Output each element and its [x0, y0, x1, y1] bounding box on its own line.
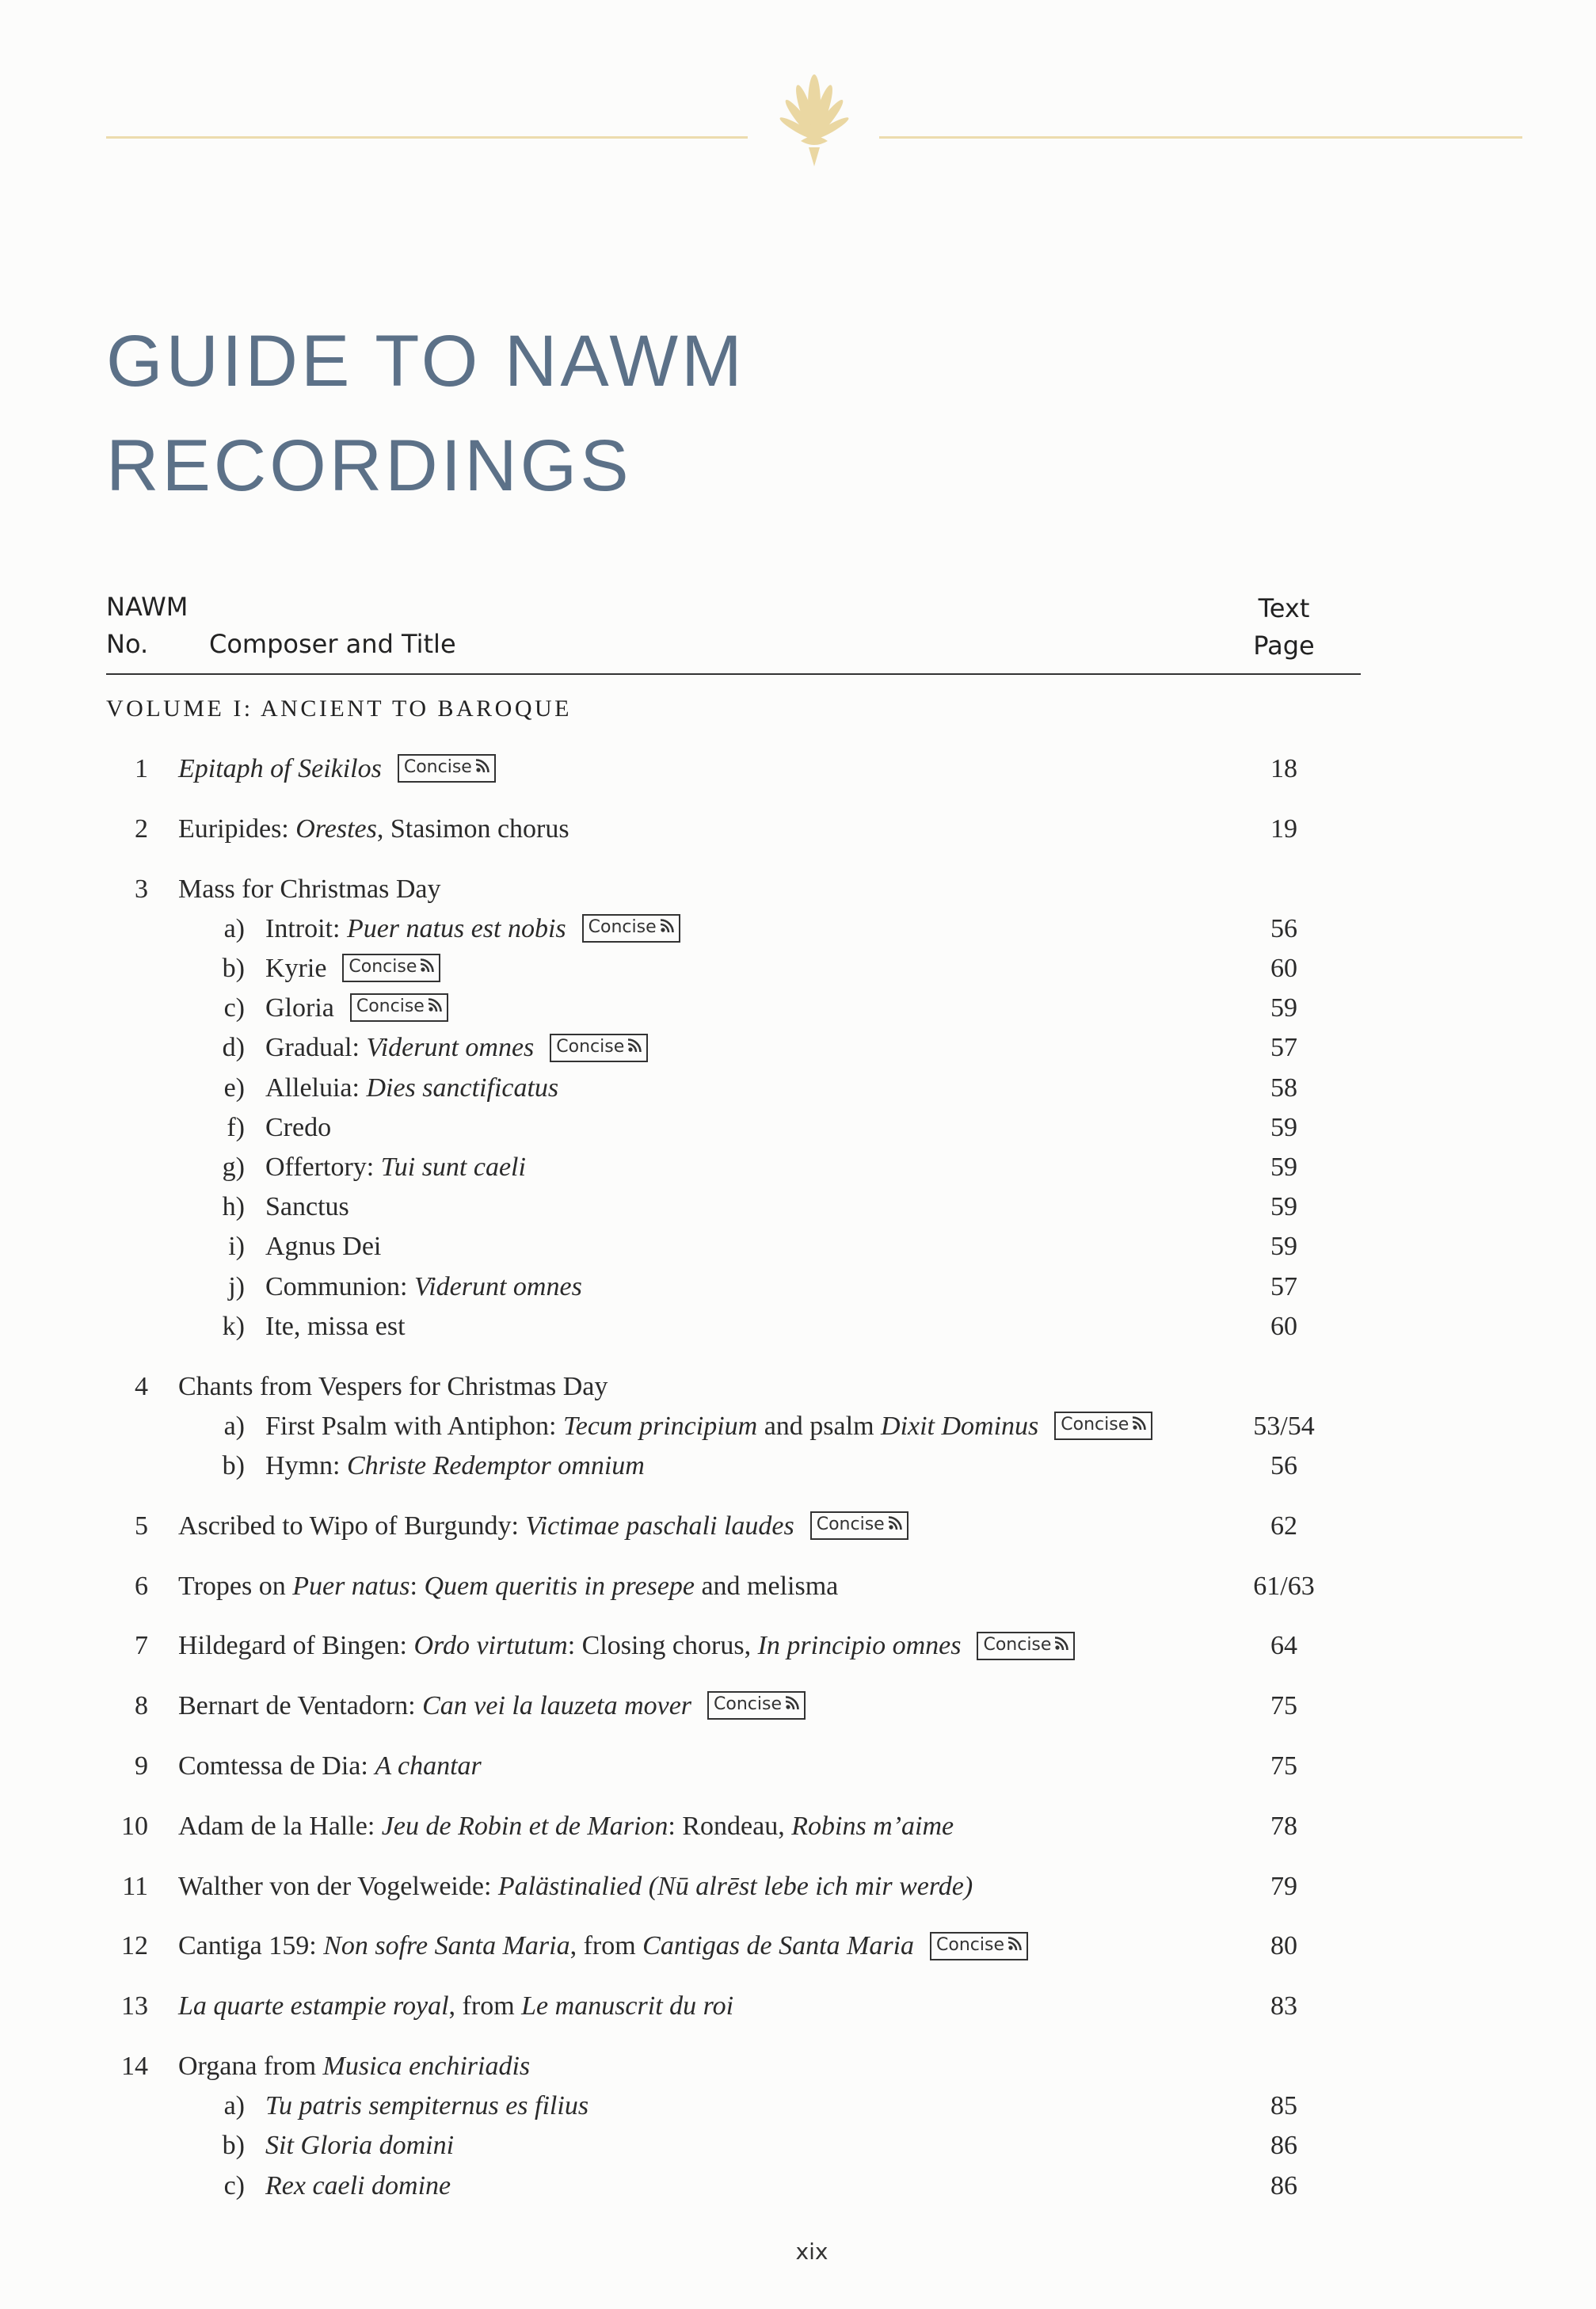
entry-title: Sit Gloria domini [265, 2131, 455, 2161]
sub-list-item [0, 1028, 1596, 1068]
concise-badge-label: Concise [403, 757, 472, 778]
entry-page: 78 [1270, 1811, 1297, 1841]
entry-page: 59 [1270, 1192, 1297, 1222]
concise-badge[interactable] [342, 954, 440, 982]
entry-letter: a) [223, 2091, 245, 2121]
concise-badge-label: Concise [714, 1694, 783, 1715]
entry-number: 4 [135, 1371, 148, 1401]
entry-letter: j) [228, 1271, 245, 1301]
entry-title: Alleluia: Dies sanctificatus [265, 1073, 559, 1103]
entry-title: Agnus Dei [265, 1232, 382, 1262]
entry-number: 11 [122, 1871, 148, 1901]
entry-letter: h) [222, 1192, 245, 1222]
rss-icon [475, 759, 489, 773]
entry-number: 1 [135, 754, 148, 783]
entry-page: 75 [1270, 1691, 1297, 1721]
entry-page: 59 [1270, 1232, 1297, 1262]
palmette-ornament-icon [772, 73, 856, 168]
rss-icon [428, 998, 442, 1012]
entry-title: Introit: Puer natus est nobis Concise [265, 909, 680, 949]
column-header-page: Page [1253, 631, 1315, 661]
entry-page: 56 [1270, 913, 1297, 943]
entry-letter: i) [228, 1232, 245, 1262]
concise-badge-label: Concise [356, 996, 425, 1017]
rss-icon [785, 1696, 799, 1710]
entry-number: 3 [135, 874, 148, 904]
entry-page: 57 [1270, 1271, 1297, 1301]
concise-badge-label: Concise [349, 957, 417, 977]
entry-number: 8 [135, 1691, 148, 1721]
sub-list-item [0, 949, 1596, 989]
entry-title: Hildegard of Bingen: Ordo virtutum: Closing chorus, In principio omnes Concise [178, 1626, 1075, 1666]
entry-page: 86 [1270, 2131, 1297, 2161]
list-item [0, 1987, 1596, 2026]
rss-icon [1007, 1937, 1022, 1951]
entry-number: 14 [121, 2052, 148, 2081]
entry-title: Communion: Viderunt omnes [265, 1271, 582, 1301]
list-item [0, 1807, 1596, 1846]
entry-number: 13 [121, 1991, 148, 2021]
sub-list-item [0, 1148, 1596, 1187]
rss-icon [627, 1038, 642, 1053]
entry-page: 80 [1270, 1931, 1297, 1961]
list-item [0, 1686, 1596, 1726]
entry-page: 62 [1270, 1511, 1297, 1541]
entry-title: Chants from Vespers for Christmas Day [178, 1371, 608, 1401]
sub-list-item [0, 1187, 1596, 1227]
concise-badge[interactable] [550, 1034, 648, 1062]
page-title [106, 309, 745, 518]
page-number: xix [795, 2239, 828, 2265]
entry-number: 7 [135, 1631, 148, 1661]
entry-title: Kyrie Concise [265, 949, 440, 989]
entry-letter: c) [223, 993, 245, 1023]
entry-title: Gradual: Viderunt omnes Concise [265, 1028, 648, 1068]
concise-badge[interactable] [810, 1511, 908, 1540]
concise-badge[interactable] [977, 1632, 1075, 1660]
entry-letter: b) [222, 954, 245, 983]
entry-letter: b) [222, 2131, 245, 2161]
entry-number: 10 [121, 1811, 148, 1841]
entry-letter: b) [222, 1451, 245, 1480]
entry-page: 59 [1270, 1112, 1297, 1142]
entry-title: La quarte estampie royal, from Le manuscrit du roi [178, 1991, 734, 2021]
entry-title: Epitaph of Seikilos Concise [178, 749, 496, 789]
entry-letter: g) [222, 1153, 245, 1182]
concise-badge-label: Concise [556, 1036, 625, 1057]
entry-letter: a) [223, 913, 245, 943]
entry-letter: k) [222, 1311, 245, 1341]
entry-page: 59 [1270, 993, 1297, 1023]
sub-list-item [0, 1446, 1596, 1486]
header-rule [106, 673, 1361, 675]
column-header-no: No. [106, 629, 149, 659]
page-title-line-1: GUIDE TO NAWM [106, 321, 745, 402]
entry-number: 9 [135, 1751, 148, 1781]
sub-list-item [0, 2126, 1596, 2166]
entry-title: Organa from Musica enchiriadis [178, 2052, 531, 2081]
list-item [0, 1626, 1596, 1666]
column-header-nawm: NAWM [106, 592, 189, 622]
rss-icon [1132, 1416, 1146, 1431]
entry-page: 18 [1270, 754, 1297, 783]
entry-page: 53/54 [1253, 1411, 1315, 1441]
concise-badge[interactable] [398, 754, 496, 783]
entry-title: Bernart de Ventadorn: Can vei la lauzeta mover Concise [178, 1686, 806, 1726]
entry-page: 83 [1270, 1991, 1297, 2021]
entry-title: Walther von der Vogelweide: Palästinalied (Nū alrēst lebe ich mir werde) [178, 1871, 973, 1901]
entry-letter: d) [222, 1033, 245, 1063]
concise-badge-label: Concise [983, 1634, 1052, 1655]
sub-list-item [0, 909, 1596, 949]
list-item [0, 1367, 1596, 1407]
entry-title: Sanctus [265, 1192, 349, 1222]
sub-list-item [0, 989, 1596, 1028]
ornament-rule-right [879, 136, 1522, 139]
entry-title: Tropes on Puer natus: Quem queritis in presepe and melisma [178, 1571, 839, 1601]
entry-number: 6 [135, 1571, 148, 1601]
sub-list-item [0, 1307, 1596, 1347]
entry-page: 79 [1270, 1871, 1297, 1901]
concise-badge-label: Concise [1061, 1415, 1129, 1435]
ornament-rule-left [106, 136, 748, 139]
entry-title: Comtessa de Dia: A chantar [178, 1751, 482, 1781]
entry-title: Tu patris sempiternus es filius [265, 2091, 589, 2121]
entry-page: 60 [1270, 954, 1297, 983]
concise-badge[interactable] [1054, 1412, 1152, 1440]
entry-title: Offertory: Tui sunt caeli [265, 1153, 526, 1182]
entry-page: 85 [1270, 2091, 1297, 2121]
list-item [0, 1867, 1596, 1907]
sub-list-item [0, 1407, 1596, 1446]
page-title-line-2: RECORDINGS [106, 425, 632, 506]
entry-letter: a) [223, 1411, 245, 1441]
list-item [0, 870, 1596, 909]
entry-page: 75 [1270, 1751, 1297, 1781]
sub-list-item [0, 2166, 1596, 2206]
entry-title: Gloria Concise [265, 989, 448, 1028]
sub-list-item [0, 1108, 1596, 1148]
volume-heading: VOLUME I: ANCIENT TO BAROQUE [106, 695, 573, 722]
entry-page: 57 [1270, 1033, 1297, 1063]
entry-title: Ite, missa est [265, 1311, 406, 1341]
entry-title: Mass for Christmas Day [178, 874, 441, 904]
list-item [0, 2047, 1596, 2086]
entry-number: 12 [121, 1931, 148, 1961]
entry-title: Cantiga 159: Non sofre Santa Maria, from Cantigas de Santa Maria Concise [178, 1926, 1028, 1966]
concise-badge[interactable] [350, 993, 448, 1022]
column-header-composer-title: Composer and Title [209, 629, 456, 659]
list-item [0, 1507, 1596, 1546]
rss-icon [660, 919, 674, 933]
sub-list-item [0, 1227, 1596, 1267]
list-item [0, 810, 1596, 849]
concise-badge[interactable] [582, 914, 680, 943]
entry-title: Hymn: Christe Redemptor omnium [265, 1451, 645, 1480]
entry-page: 86 [1270, 2170, 1297, 2200]
entry-page: 64 [1270, 1631, 1297, 1661]
entry-title: Euripides: Orestes, Stasimon chorus [178, 813, 569, 844]
list-item [0, 1926, 1596, 1966]
rss-icon [420, 958, 434, 973]
entry-title: First Psalm with Antiphon: Tecum principium and psalm Dixit Dominus Concise [265, 1407, 1152, 1446]
list-item [0, 1567, 1596, 1606]
concise-badge[interactable] [707, 1691, 806, 1720]
concise-badge-label: Concise [816, 1515, 885, 1534]
entry-letter: e) [223, 1073, 245, 1103]
entry-page: 60 [1270, 1311, 1297, 1341]
list-item [0, 749, 1596, 789]
sub-list-item [0, 1267, 1596, 1307]
entry-page: 56 [1270, 1451, 1297, 1480]
entry-title: Credo [265, 1112, 332, 1142]
sub-list-item [0, 2086, 1596, 2126]
entry-title: Ascribed to Wipo of Burgundy: Victimae paschali laudes Concise [178, 1507, 908, 1546]
entry-letter: f) [227, 1112, 245, 1142]
entry-title: Adam de la Halle: Jeu de Robin et de Marion: Rondeau, Robins m’aime [178, 1811, 954, 1841]
concise-badge-label: Concise [588, 917, 657, 937]
rss-icon [1054, 1636, 1068, 1651]
column-header-text: Text [1258, 593, 1310, 623]
entry-page: 61/63 [1253, 1571, 1315, 1601]
concise-badge-label: Concise [936, 1934, 1004, 1955]
entry-number: 5 [135, 1511, 148, 1541]
entry-title: Rex caeli domine [265, 2170, 451, 2200]
rss-icon [888, 1516, 902, 1530]
entry-page: 59 [1270, 1153, 1297, 1182]
entry-page: 58 [1270, 1073, 1297, 1103]
entry-page: 19 [1270, 813, 1297, 844]
concise-badge[interactable] [930, 1932, 1028, 1960]
entry-number: 2 [135, 813, 148, 844]
sub-list-item [0, 1069, 1596, 1108]
entry-letter: c) [223, 2170, 245, 2200]
list-item [0, 1747, 1596, 1786]
